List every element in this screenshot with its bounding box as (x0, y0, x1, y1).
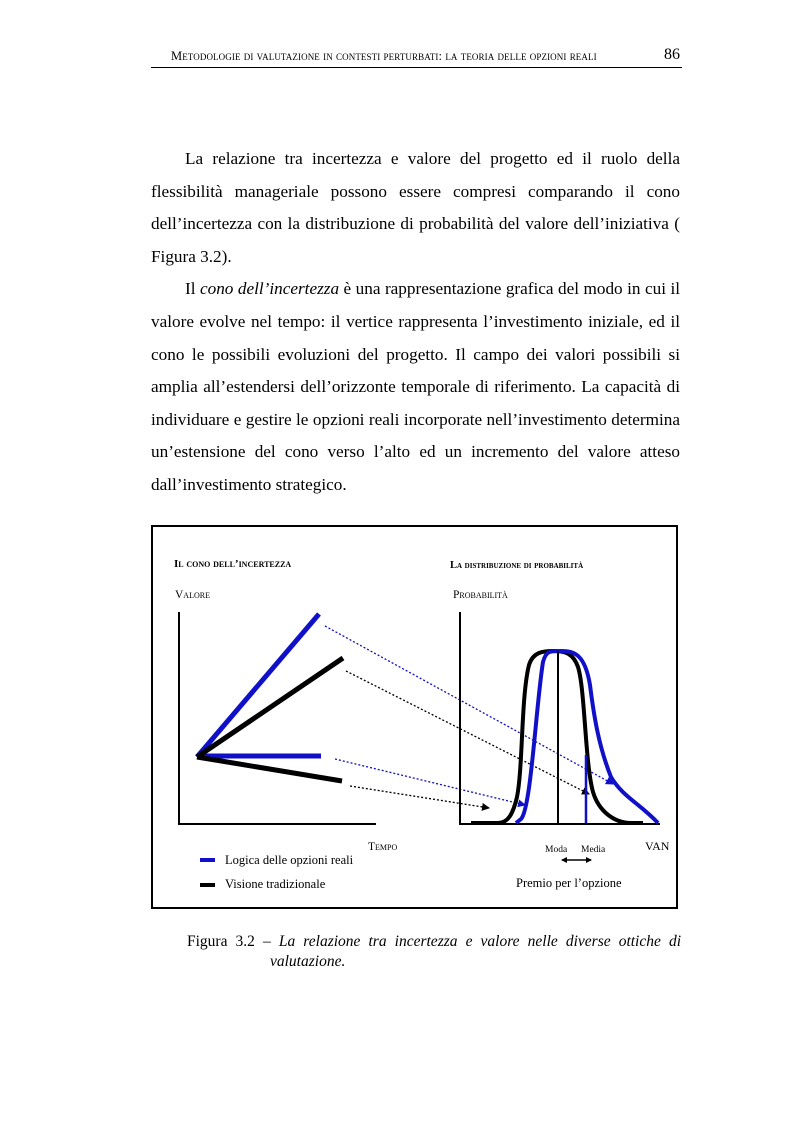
mode-label: Moda (545, 845, 568, 855)
paragraph-2 (151, 273, 680, 501)
header-title: Metodologie di valutazione in contesti perturbati: la teoria delle opzioni reali (171, 49, 597, 63)
page-number: 86 (664, 46, 680, 63)
cone-x-axis-label: Tempo (368, 841, 398, 853)
arrow-upper-blue (325, 626, 613, 784)
paragraph-2-start: Il (185, 279, 200, 299)
running-header (151, 45, 682, 69)
paragraph-2-emphasis: cono dell’incertezza (199, 279, 340, 299)
arrow-upper-black (346, 671, 589, 794)
header-rule (151, 67, 682, 68)
cone-y-axis-label: Valore (175, 589, 210, 601)
caption-text-1: La relazione tra incertezza e valore nelle diverse ottiche di (278, 933, 682, 950)
paragraph-2-rest: è una rappresentazione grafica del modo in cui il valore evolve nel tempo: il vertice rappresenta l’investimento iniziale, ed il cono le possibili evoluzioni del progetto. Il campo dei valori possibili si amplia all’estendersi dell’orizzonte temporale di riferimento. La capacità di individuare e gestire le opzioni reali incorporate nell’investimento determina un’estensione del cono verso l’alto ed un incremento del valore atteso dall’investimento strategico. (151, 279, 680, 494)
distribution-y-axis-label: Probabilità (453, 589, 508, 601)
distribution-panel-title: La distribuzione di probabilità (450, 560, 584, 571)
figure-diagram (153, 527, 680, 911)
mean-label: Media (581, 845, 606, 855)
legend-real-options-label: Logica delle opzioni reali (225, 853, 354, 867)
caption-text-2: valutazione. (270, 953, 346, 970)
distribution-x-axis-label: VAN (645, 839, 670, 853)
caption-line-2 (187, 952, 681, 972)
caption-line-1 (187, 932, 681, 952)
arrow-lower-black (350, 786, 489, 808)
traditional-cone-lower (197, 757, 342, 781)
legend-traditional-label: Visione tradizionale (225, 877, 326, 891)
figure-caption (187, 932, 681, 972)
cone-panel-title: Il cono dell’incertezza (174, 558, 292, 570)
figure-3-2 (151, 525, 678, 909)
option-premium-label: Premio per l’opzione (516, 876, 622, 890)
paragraph-1: La relazione tra incertezza e valore del progetto ed il ruolo della flessibilità manageriale possono essere compresi comparando il cono dell’incertezza con la distribuzione di probabilità del valore dell’iniziativa ( Figura 3.2). (151, 149, 680, 266)
body-text (151, 143, 680, 502)
caption-label: Figura 3.2 – (187, 933, 279, 950)
